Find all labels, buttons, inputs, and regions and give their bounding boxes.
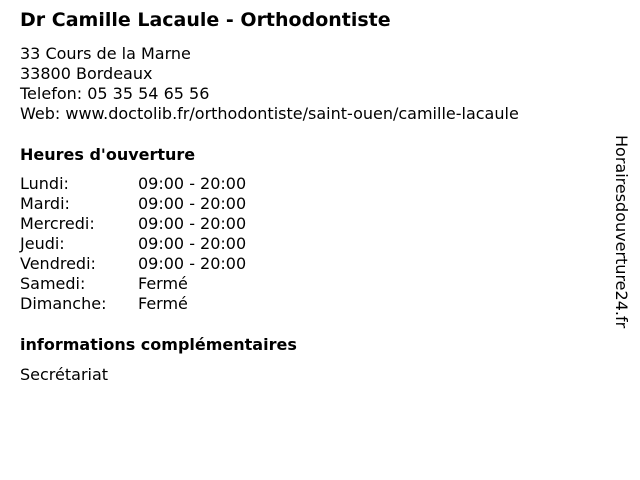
day-label: Jeudi: [20,234,65,253]
time-value: 09:00 - 20:00 [138,214,247,233]
hours-row-wednesday [20,214,246,234]
day-label: Dimanche: [20,294,107,313]
day-label: Vendredi: [20,254,96,273]
address-street: 33 Cours de la Marne [20,44,191,63]
hours-table [20,174,246,314]
day-label: Mercredi: [20,214,95,233]
hours-row-friday [20,254,246,274]
day-label: Mardi: [20,194,70,213]
hours-row-thursday [20,234,246,254]
address-web: Web: www.doctolib.fr/orthodontiste/saint-ouen/camille-lacaule [20,104,519,123]
day-label: Lundi: [20,174,69,193]
address-city: 33800 Bordeaux [20,64,153,83]
info-heading: informations complémentaires [20,335,297,354]
page-title: Dr Camille Lacaule - Orthodontiste [20,9,391,31]
address-block [20,44,519,124]
hours-row-monday [20,174,246,194]
time-value: 09:00 - 20:00 [138,174,247,193]
hours-row-sunday [20,294,246,314]
hours-heading: Heures d'ouverture [20,145,196,164]
info-text: Secrétariat [20,365,109,384]
time-value: 09:00 - 20:00 [138,234,247,253]
time-value: Fermé [138,294,188,313]
hours-row-tuesday [20,194,246,214]
hours-row-saturday [20,274,246,294]
time-value: 09:00 - 20:00 [138,194,247,213]
time-value: Fermé [138,274,188,293]
watermark-text: Horairesdouverture24.fr [612,135,631,329]
address-phone: Telefon: 05 35 54 65 56 [20,84,210,103]
day-label: Samedi: [20,274,86,293]
time-value: 09:00 - 20:00 [138,254,247,273]
